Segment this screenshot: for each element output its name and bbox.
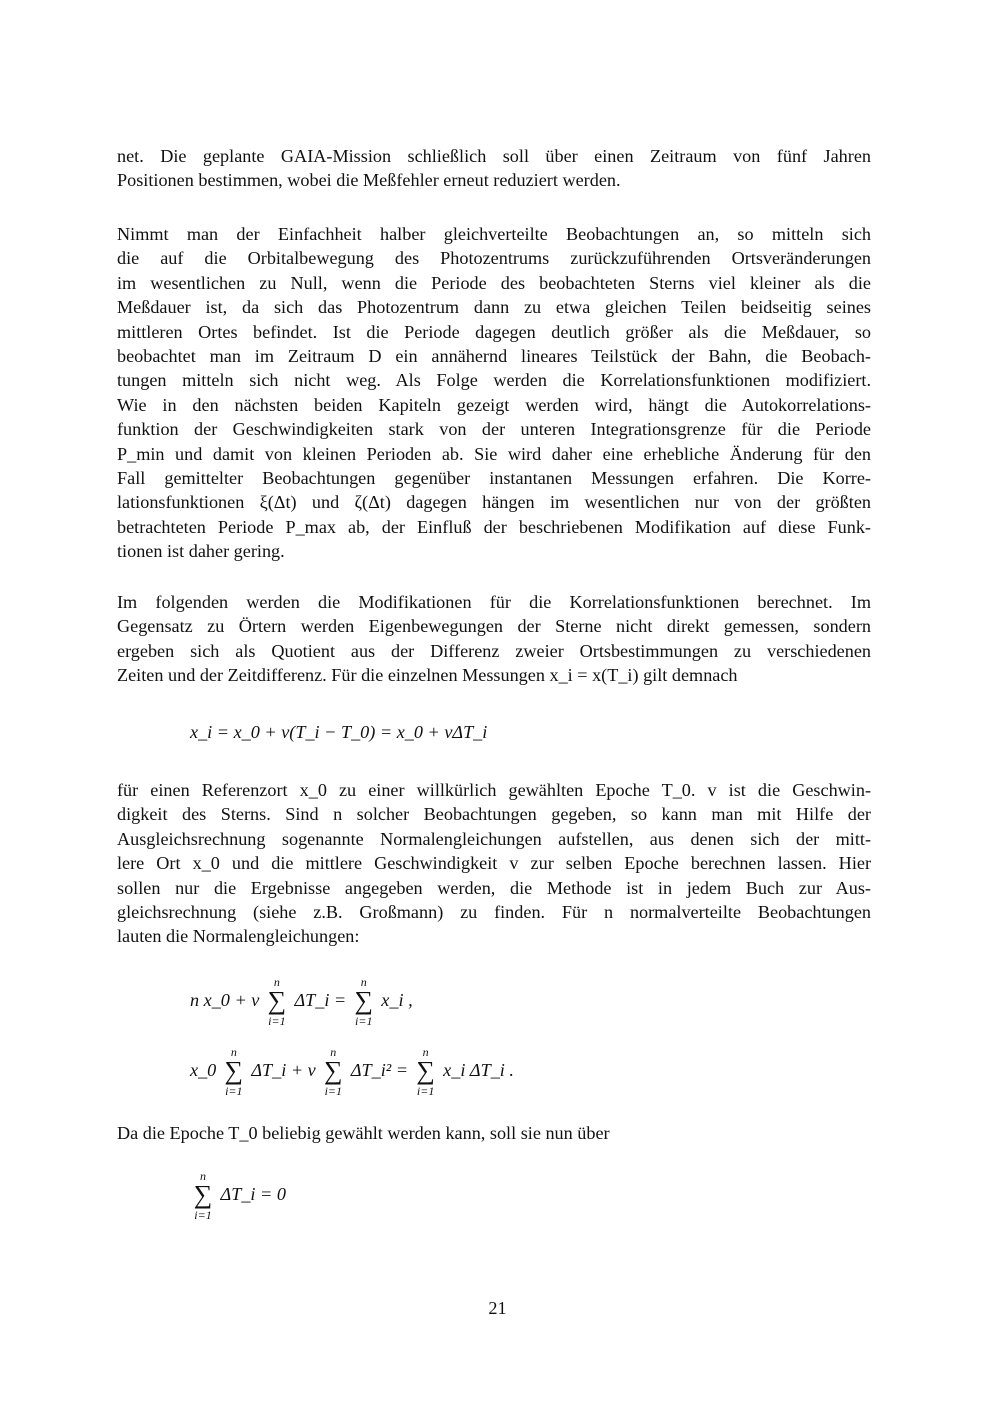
text-line: lationsfunktionen ξ(Δt) und ζ(Δt) dagegen hängen im wesentlichen nur von der größten <box>117 492 871 513</box>
sum-symbol: n ∑ i=1 <box>354 975 374 1028</box>
eq-term: ΔT_i² = <box>350 1060 409 1081</box>
eq-term: x_i ΔT_i . <box>443 1060 514 1081</box>
text-line: P_min und damit von kleinen Perioden ab. Sie wird daher eine erhebliche Änderung für den <box>117 443 871 464</box>
text-line: Positionen bestimmen, wobei die Meßfehler erneut reduziert werden. <box>117 170 621 191</box>
text-line: Gegensatz zu Örtern werden Eigenbewegungen der Sterne nicht direkt gemessen, sondern <box>117 616 871 637</box>
sum-symbol: n ∑ i=1 <box>224 1045 244 1098</box>
text-line: Meßdauer ist, da sich das Photozentrum dann zu etwa gleichen Teilen beidseitig seines <box>117 297 871 318</box>
text-line: sollen nur die Ergebnisse angegeben werden, die Methode ist in jedem Buch zur Aus- <box>117 877 871 898</box>
text-line: ergeben sich als Quotient aus der Differenz zweier Ortsbestimmungen zu verschiedenen <box>117 640 871 661</box>
text-line: betrachteten Periode P_max ab, der Einfluß der beschriebenen Modifikation auf diese Funk- <box>117 516 871 537</box>
text-line: Fall gemittelter Beobachtungen gegenüber instantanen Messungen erfahren. Die Korre- <box>117 468 871 489</box>
text-line: mittleren Ortes befindet. Ist die Periode dagegen deutlich größer als die Meßdauer, so <box>117 321 871 342</box>
sum-symbol: n ∑ i=1 <box>193 1169 213 1222</box>
text-line: tungen mitteln sich nicht weg. Als Folge werden die Korrelationsfunktionen modifiziert. <box>117 370 871 391</box>
paragraph-averaging <box>117 222 871 564</box>
sum-symbol: n ∑ i=1 <box>324 1045 343 1098</box>
paragraph-epoch <box>117 1121 871 1145</box>
equation-normal-2 <box>190 1046 514 1098</box>
eq-term: ΔT_i = <box>294 990 347 1011</box>
text-line: Wie in den nächsten beiden Kapiteln gezeigt werden wird, hängt die Autokorrelations- <box>117 394 871 415</box>
eq-term: n x_0 + v <box>190 990 260 1011</box>
page-number: 21 <box>488 1298 507 1318</box>
eq-term: x_0 <box>190 1060 217 1081</box>
text-line: Da die Epoche T_0 beliebig gewählt werden kann, soll sie nun über <box>117 1123 610 1143</box>
text-line: für einen Referenzort x_0 zu einer willkürlich gewählten Epoche T_0. v ist die Geschwin- <box>117 780 871 800</box>
text-line: lere Ort x_0 und die mittlere Geschwindigkeit v zur selben Epoche berechnen lassen. Hier <box>117 853 871 874</box>
eq-term: x_i , <box>381 990 413 1011</box>
equation-epoch-sum <box>190 1170 286 1222</box>
text-line: lauten die Normalengleichungen: <box>117 926 360 947</box>
text-line: gleichsrechnung (siehe z.B. Großmann) zu finden. Für n normalverteilte Beobachtungen <box>117 902 871 923</box>
text-line: Zeiten und der Zeitdifferenz. Für die einzelnen Messungen x_i = x(T_i) gilt demnach <box>117 665 738 686</box>
text-line: funktion der Geschwindigkeiten stark von der unteren Integrationsgrenze für die Periode <box>117 419 871 440</box>
eq-term: ΔT_i + v <box>251 1060 316 1081</box>
text-line: Ausgleichsrechnung sogenannte Normalengleichungen aufstellen, aus denen sich der mitt- <box>117 828 871 849</box>
text-line: im wesentlichen zu Null, wenn die Periode des beobachteten Sterns viel kleiner als die <box>117 272 871 293</box>
paragraph-gaia <box>117 144 871 193</box>
equation-position: x_i = x_0 + v(T_i − T_0) = x_0 + vΔT_i <box>190 722 488 742</box>
paragraph-normal-equations <box>117 778 871 949</box>
sum-symbol: n ∑ i=1 <box>267 975 287 1028</box>
text-line: tionen ist daher gering. <box>117 541 285 562</box>
text-line: digkeit des Sterns. Sind n solcher Beobachtungen gegeben, so kann man mit Hilfe der <box>117 804 871 825</box>
paragraph-modifications <box>117 590 871 688</box>
text-line: Nimmt man der Einfachheit halber gleichverteilte Beobachtungen an, so mitteln sich <box>117 224 871 244</box>
text-line: die auf die Orbitalbewegung des Photozentrums zurückzuführenden Ortsveränderungen <box>117 248 871 269</box>
eq-term: ΔT_i = 0 <box>220 1184 286 1205</box>
text-line: beobachtet man im Zeitraum D ein annähernd lineares Teilstück der Bahn, die Beobach- <box>117 346 871 367</box>
text-line: Im folgenden werden die Modifikationen für die Korrelationsfunktionen berechnet. Im <box>117 592 871 612</box>
equation-normal-1 <box>190 976 413 1028</box>
sum-symbol: n ∑ i=1 <box>416 1045 435 1098</box>
text-line: net. Die geplante GAIA-Mission schließlich soll über einen Zeitraum von fünf Jahren <box>117 146 871 166</box>
